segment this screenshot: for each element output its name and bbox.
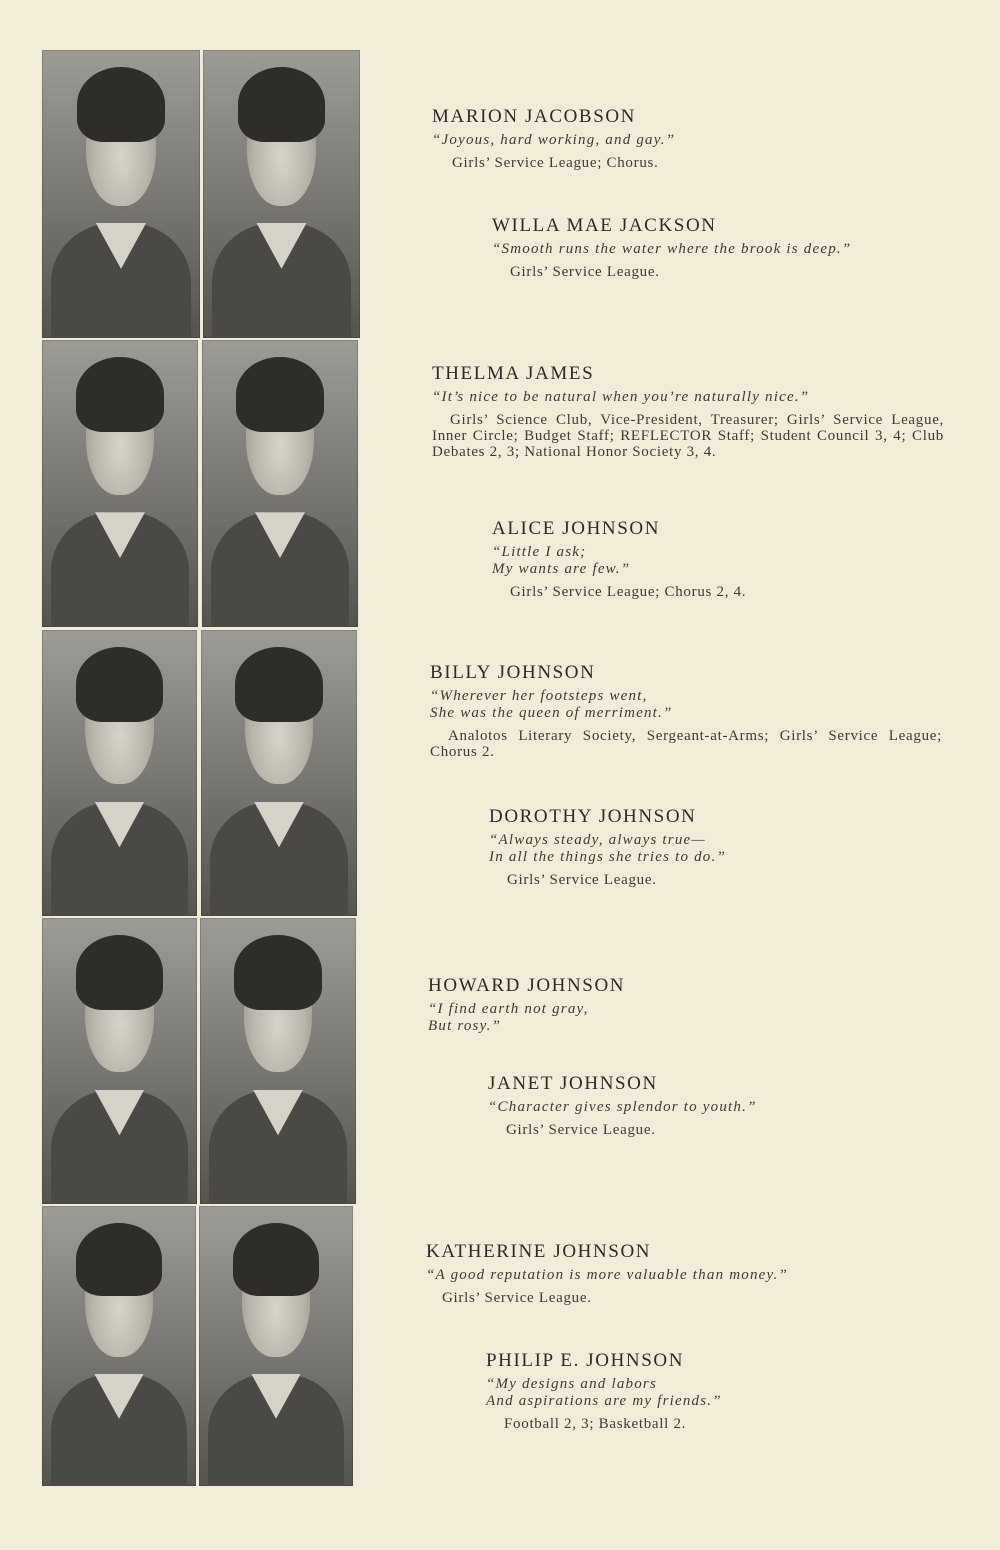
entry-philip-johnson xyxy=(486,1350,926,1432)
portrait-column xyxy=(42,50,360,1486)
student-activities: Girls’ Service League. xyxy=(442,1290,592,1306)
student-quote: “Joyous, hard working, and gay.” xyxy=(432,132,676,148)
portrait-willa-mae-jackson xyxy=(203,50,360,338)
student-activities: Girls’ Service League; Chorus 2, 4. xyxy=(510,584,747,600)
entry-janet-johnson xyxy=(488,1073,928,1138)
student-quote: “A good reputation is more valuable than money.” xyxy=(426,1267,789,1283)
student-activities: Girls’ Service League. xyxy=(510,264,660,280)
student-quote: “Smooth runs the water where the brook is deep.” xyxy=(492,241,852,257)
student-quote: “Little I ask; My wants are few.” xyxy=(492,544,631,577)
entry-thelma-james xyxy=(432,363,944,460)
student-activities: Girls’ Service League; Chorus. xyxy=(452,155,659,171)
student-name: JANET JOHNSON xyxy=(488,1073,658,1094)
student-activities: Girls’ Science Club, Vice-President, Treasurer; Girls’ Service League, Inner Circle; Budget Staff; REFLECTOR Staff; Student Council 3, 4; Club Debates 2, 3; National Honor Society 3, 4. xyxy=(432,412,944,460)
student-quote: “Always steady, always true— In all the things she tries to do.” xyxy=(489,832,726,865)
entry-alice-johnson xyxy=(492,518,932,600)
student-name: HOWARD JOHNSON xyxy=(428,975,626,996)
portrait-janet-johnson xyxy=(200,918,356,1204)
portrait-marion-jacobson xyxy=(42,50,200,338)
portrait-alice-johnson xyxy=(202,340,358,627)
entry-billy-johnson xyxy=(430,662,942,760)
portrait-philip-johnson xyxy=(199,1206,353,1486)
student-activities: Girls’ Service League. xyxy=(507,872,657,888)
entry-willa-mae-jackson xyxy=(492,215,952,280)
student-name: MARION JACOBSON xyxy=(432,106,636,127)
student-name: DOROTHY JOHNSON xyxy=(489,806,697,827)
student-quote: “My designs and labors And aspirations are my friends.” xyxy=(486,1376,722,1409)
student-activities: Girls’ Service League. xyxy=(506,1122,656,1138)
student-name: WILLA MAE JACKSON xyxy=(492,215,717,236)
portrait-dorothy-johnson xyxy=(201,630,357,916)
entry-katherine-johnson xyxy=(426,1241,906,1306)
student-name: BILLY JOHNSON xyxy=(430,662,596,683)
entry-marion-jacobson xyxy=(432,106,932,171)
student-activities: Analotos Literary Society, Sergeant-at-Arms; Girls’ Service League; Chorus 2. xyxy=(430,728,942,760)
student-activities: Football 2, 3; Basketball 2. xyxy=(504,1416,687,1432)
student-quote: “Wherever her footsteps went, She was the queen of merriment.” xyxy=(430,688,673,721)
student-quote: “I find earth not gray, But rosy.” xyxy=(428,1001,589,1034)
student-quote: “Character gives splendor to youth.” xyxy=(488,1099,757,1115)
entry-howard-johnson xyxy=(428,975,868,1035)
student-name: ALICE JOHNSON xyxy=(492,518,661,539)
portrait-howard-johnson xyxy=(42,918,197,1204)
entry-dorothy-johnson xyxy=(489,806,929,888)
student-name: THELMA JAMES xyxy=(432,363,595,384)
student-quote: “It’s nice to be natural when you’re naturally nice.” xyxy=(432,389,810,405)
student-name: PHILIP E. JOHNSON xyxy=(486,1350,685,1371)
portrait-thelma-james xyxy=(42,340,198,627)
student-name: KATHERINE JOHNSON xyxy=(426,1241,652,1262)
portrait-billy-johnson xyxy=(42,630,197,916)
portrait-katherine-johnson xyxy=(42,1206,196,1486)
